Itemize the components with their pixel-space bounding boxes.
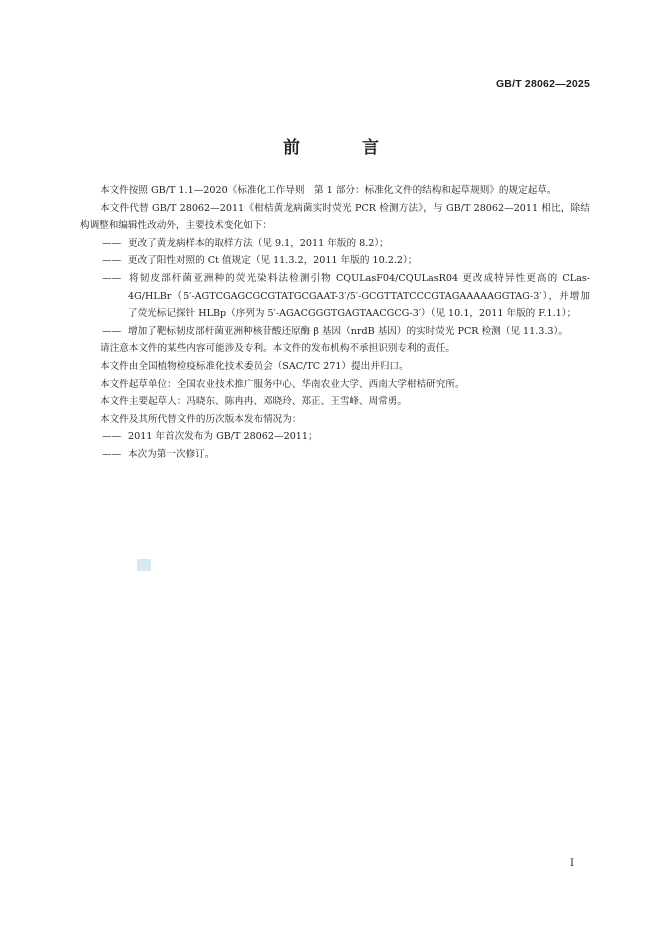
paragraph: 本文件按照 GB/T 1.1—2020《标准化工作导则 第 1 部分：标准化文件的结构和起草规则》的规定起草。 [100, 185, 557, 196]
paragraph: 本文件起草单位：全国农业技术推广服务中心、华南农业大学、西南大学柑桔研究所。 [100, 378, 465, 390]
list-item [80, 428, 590, 446]
paragraph: 本文件代替 GB/T 28062—2011《柑桔黄龙病菌实时荧光 PCR 检测方法》，与 GB/T 28062—2011 相比，除结构调整和编辑性改动外，主要技术变化如下： [80, 202, 590, 232]
dash-marker: —— [102, 431, 122, 443]
dash-marker: —— [102, 448, 122, 460]
dash-marker: —— [102, 272, 122, 284]
list-item [80, 235, 590, 253]
dash-marker: —— [102, 255, 122, 267]
list-item-text: 增加了靶标韧皮部杆菌亚洲种核苷酸还原酶 β 基因（nrdB 基因）的实时荧光 PCR 检测（见 11.3.3）。 [128, 325, 568, 337]
page-number: I [570, 858, 574, 869]
list-item-text: 将韧皮部杆菌亚洲种的荧光染料法检测引物 CQULasF04/CQULasR04 更改成特异性更高的 CLas-4G/HLBr（5′-AGTCGAGCGCGTATGCGAAT-3′/5′-GCGTTATCCCGTAGAAAAAGGTAG-3′），并增加了荧光标记探针 HLBp（序列为 5′-AGACGGGTGAGTAACGCG-3′）（见 10.1，2011 年版的 F.1.1）； [128, 272, 590, 320]
watermark-logo-icon [137, 559, 151, 571]
list-item [80, 323, 590, 341]
paragraph: 本文件由全国植物检疫标准化技术委员会（SAC/TC 271）提出并归口。 [100, 360, 409, 372]
list-item-text: 2011 年首次发布为 GB/T 28062—2011； [128, 431, 318, 443]
list-item [80, 446, 590, 464]
list-item [80, 252, 590, 270]
list-item-text: 本次为第一次修订。 [128, 448, 215, 460]
dash-marker: —— [102, 325, 122, 337]
list-item [80, 270, 590, 323]
page-title: 前 言 [283, 138, 407, 158]
standard-number: GB/T 28062—2025 [495, 78, 590, 90]
list-item-text: 更改了黄龙病样本的取样方法（见 9.1，2011 年版的 8.2）； [128, 237, 389, 249]
paragraph: 本文件主要起草人：冯晓东、陈冉冉、邓晓玲、郑正、王雪峰、周常勇。 [100, 396, 407, 408]
list-item-text: 更改了阳性对照的 Ct 值规定（见 11.3.2，2011 年版的 10.2.2）； [128, 255, 418, 267]
paragraph: 请注意本文件的某些内容可能涉及专利。本文件的发布机构不承担识别专利的责任。 [100, 343, 455, 355]
dash-marker: —— [102, 237, 122, 249]
foreword-body [80, 182, 590, 464]
paragraph: 本文件及其所代替文件的历次版本发布情况为： [100, 413, 302, 425]
